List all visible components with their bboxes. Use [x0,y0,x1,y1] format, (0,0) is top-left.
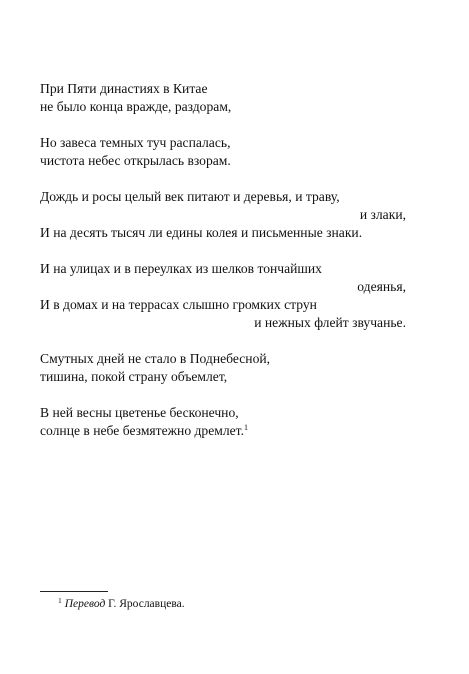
footnote-label: Перевод [64,598,106,610]
stanza-6 [40,404,406,440]
poem-line: И в домах и на террасах слышно громких струн [40,297,317,312]
poem-line: не было конца вражде, раздорам, [40,99,232,114]
stanza-5 [40,350,406,386]
footnote-divider [40,591,108,592]
footnote-number: 1 [58,596,62,605]
poem-line-with-footnote [40,422,406,440]
stanza-1 [40,80,406,116]
poem-line-continuation: и нежных флейт звучанье. [254,315,406,330]
poem-line: При Пяти династиях в Китае [40,81,208,96]
stanza-4 [40,260,406,332]
poem-line: Дождь и росы целый век питают и деревья, и траву, [40,189,340,204]
poem-line-continuation: одеянья, [357,279,406,294]
poem-line: Смутных дней не стало в Поднебесной, [40,351,271,366]
poem-line: В ней весны цветенье бесконечно, [40,405,239,420]
footnote-author: Г. Ярославцева. [108,598,185,610]
poem-line: Но завеса темных туч распалась, [40,135,231,150]
poem-line: чистота небес открылась взорам. [40,153,231,168]
stanza-3 [40,188,406,242]
poem-line: И на улицах и в переулках из шелков тончайших [40,261,322,276]
footnote [58,597,185,611]
footnote-reference[interactable]: 1 [244,423,248,432]
poem [40,80,406,458]
poem-line: тишина, покой страну объемлет, [40,369,228,384]
poem-line-text: солнце в небе безмятежно дремлет. [40,423,244,438]
stanza-2 [40,134,406,170]
poem-line-continuation: и злаки, [359,207,406,222]
poem-line: И на десять тысяч ли едины колея и письменные знаки. [40,225,363,240]
